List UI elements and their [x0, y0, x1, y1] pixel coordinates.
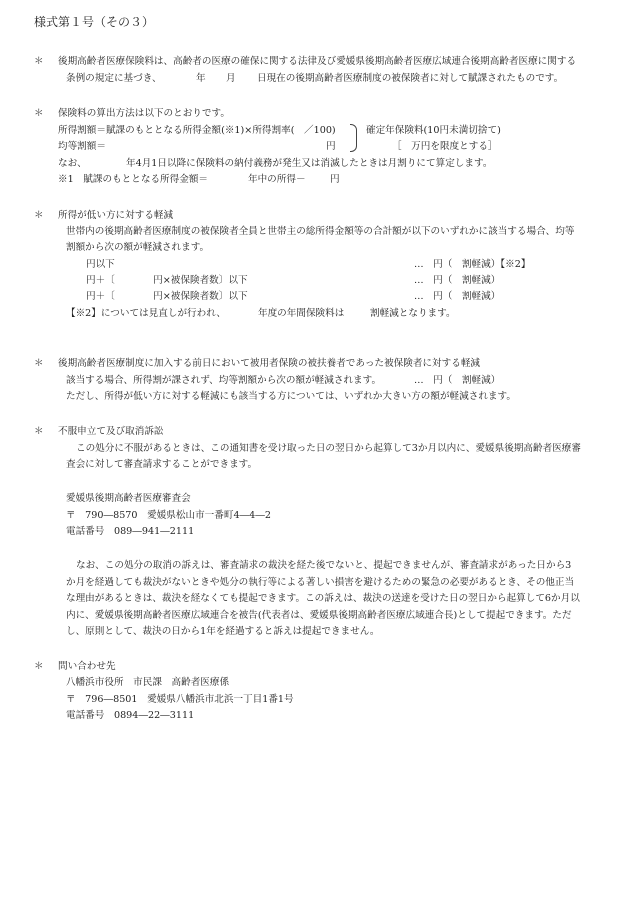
reduction-row-condition: 円＋〔 円×被保険者数〕以下 [86, 291, 248, 302]
contact-phone: 電話番号 0894―22―3111 [66, 710, 195, 721]
bullet: ＊ [34, 210, 44, 221]
s5-p1-line1: この処分に不服があるときは、この通知書を受け取った日の翌日から起算して3か月以内に、愛媛県後期高齢者医療審 [76, 443, 581, 454]
s4-amount: … 円（ 割軽減） [414, 375, 501, 386]
s3-desc2: 割額から次の額が軽減されます。 [66, 242, 210, 253]
contact-office: 八幡浜市役所 市民課 高齢者医療係 [66, 677, 230, 688]
s3-desc1: 世帯内の後期高齢者医療制度の被保険者全員と世帯主の総所得金額等の合計額が以下のいずれかに該当する場合、均等 [66, 226, 575, 237]
s5-heading: 不服申立て及び取消訴訟 [58, 426, 164, 437]
s1-year: 年 [196, 73, 206, 84]
s2-note-a: なお、 [58, 158, 87, 169]
s5-p1-line2: 査会に対して審査請求することができます。 [66, 459, 258, 470]
review-board-phone: 電話番号 089―941―2111 [66, 526, 195, 537]
s3-ref2-b: 年度の年間保険料は [258, 308, 345, 319]
form-label: 様式第１号（その３） [34, 15, 155, 29]
reduction-row-amount: … 円（ 割軽減）【※2】 [414, 259, 531, 270]
s5-p2-line5: し、原則として、裁決の日から1年を経過すると訴えは提起できません。 [66, 626, 380, 637]
s6-heading: 問い合わせ先 [58, 661, 116, 672]
reduction-row-condition: 円＋〔 円×被保険者数〕以下 [86, 275, 248, 286]
bullet: ＊ [34, 661, 44, 672]
s5-p2-line2: か月を経過しても裁決がないときや処分の執行等による著しい損害を避けるための緊急の必要があるとき、その他正当 [66, 577, 575, 588]
s2-ref1-c: 円 [330, 174, 340, 185]
s2-ref1-b: 年中の所得－ [248, 174, 306, 185]
reduction-row-amount: … 円（ 割軽減） [414, 275, 501, 286]
s4-line3: ただし、所得が低い方に対する軽減にも該当する方については、いずれか大きい方の額が軽減されます。 [66, 391, 516, 402]
s2-limit: ［ 万円を限度とする］ [392, 141, 498, 152]
s2-income-rate: 所得割額＝賦課のもととなる所得金額(※1)×所得割率( ／100) [58, 125, 336, 136]
s1-month: 月 [226, 73, 236, 84]
s3-ref2-a: 【※2】については見直しが行われ、 [66, 308, 226, 319]
s1-line2-a: 条例の規定に基づき、 [66, 73, 162, 84]
bullet: ＊ [34, 56, 44, 67]
brace-right [350, 124, 357, 152]
reduction-row-condition: 円以下 [86, 259, 115, 270]
bullet: ＊ [34, 108, 44, 119]
bullet: ＊ [34, 426, 44, 437]
s2-yen: 円 [326, 141, 336, 152]
s5-p2-line1: なお、この処分の取消の訴えは、審査請求の裁決を経た後でないと、提起できませんが、審査請求があった日から3 [76, 560, 572, 571]
s2-intro: 保険料の算出方法は以下のとおりです。 [58, 108, 230, 119]
review-board-name: 愛媛県後期高齢者医療審査会 [66, 493, 191, 504]
s1-line2-b: 日現在の後期高齢者医療制度の被保険者に対して賦課されたものです。 [257, 73, 564, 84]
bullet: ＊ [34, 358, 44, 369]
review-board-address: 〒 790―8570 愛媛県松山市一番町4―4―2 [66, 510, 271, 521]
s4-line2: 該当する場合、所得割が課されず、均等割額から次の額が軽減されます。 [66, 375, 382, 386]
s3-ref2-c: 割軽減となります。 [370, 308, 456, 319]
s3-heading: 所得が低い方に対する軽減 [58, 210, 174, 221]
s2-note-b: 年4月1日以降に保険料の納付義務が発生又は消滅したときは月割りにて算定します。 [126, 158, 493, 169]
contact-address: 〒 796―8501 愛媛県八幡浜市北浜一丁目1番1号 [66, 694, 294, 705]
s2-annual: 確定年保険料(10円未満切捨て) [366, 125, 501, 136]
reduction-row-amount: … 円（ 割軽減） [414, 291, 501, 302]
s1-line1: 後期高齢者医療保険料は、高齢者の医療の確保に関する法律及び愛媛県後期高齢者医療広域連合後期高齢者医療に関する [58, 56, 577, 67]
s5-p2-line3: な理由があるときは、裁決を経なくても提起できます。この訴えは、裁決の送達を受けた日の翌日から起算して6か月以 [66, 593, 580, 604]
s2-ref1-a: ※1 賦課のもととなる所得金額＝ [58, 174, 209, 185]
s4-heading: 後期高齢者医療制度に加入する前日において被用者保険の被扶養者であった被保険者に対する軽減 [58, 358, 481, 369]
s5-p2-line4: 内に、愛媛県後期高齢者医療広域連合を被告(代表者は、愛媛県後期高齢者医療広域連合長)として提起できます。ただ [66, 610, 572, 621]
s2-per-capita: 均等割額＝ [58, 141, 106, 152]
